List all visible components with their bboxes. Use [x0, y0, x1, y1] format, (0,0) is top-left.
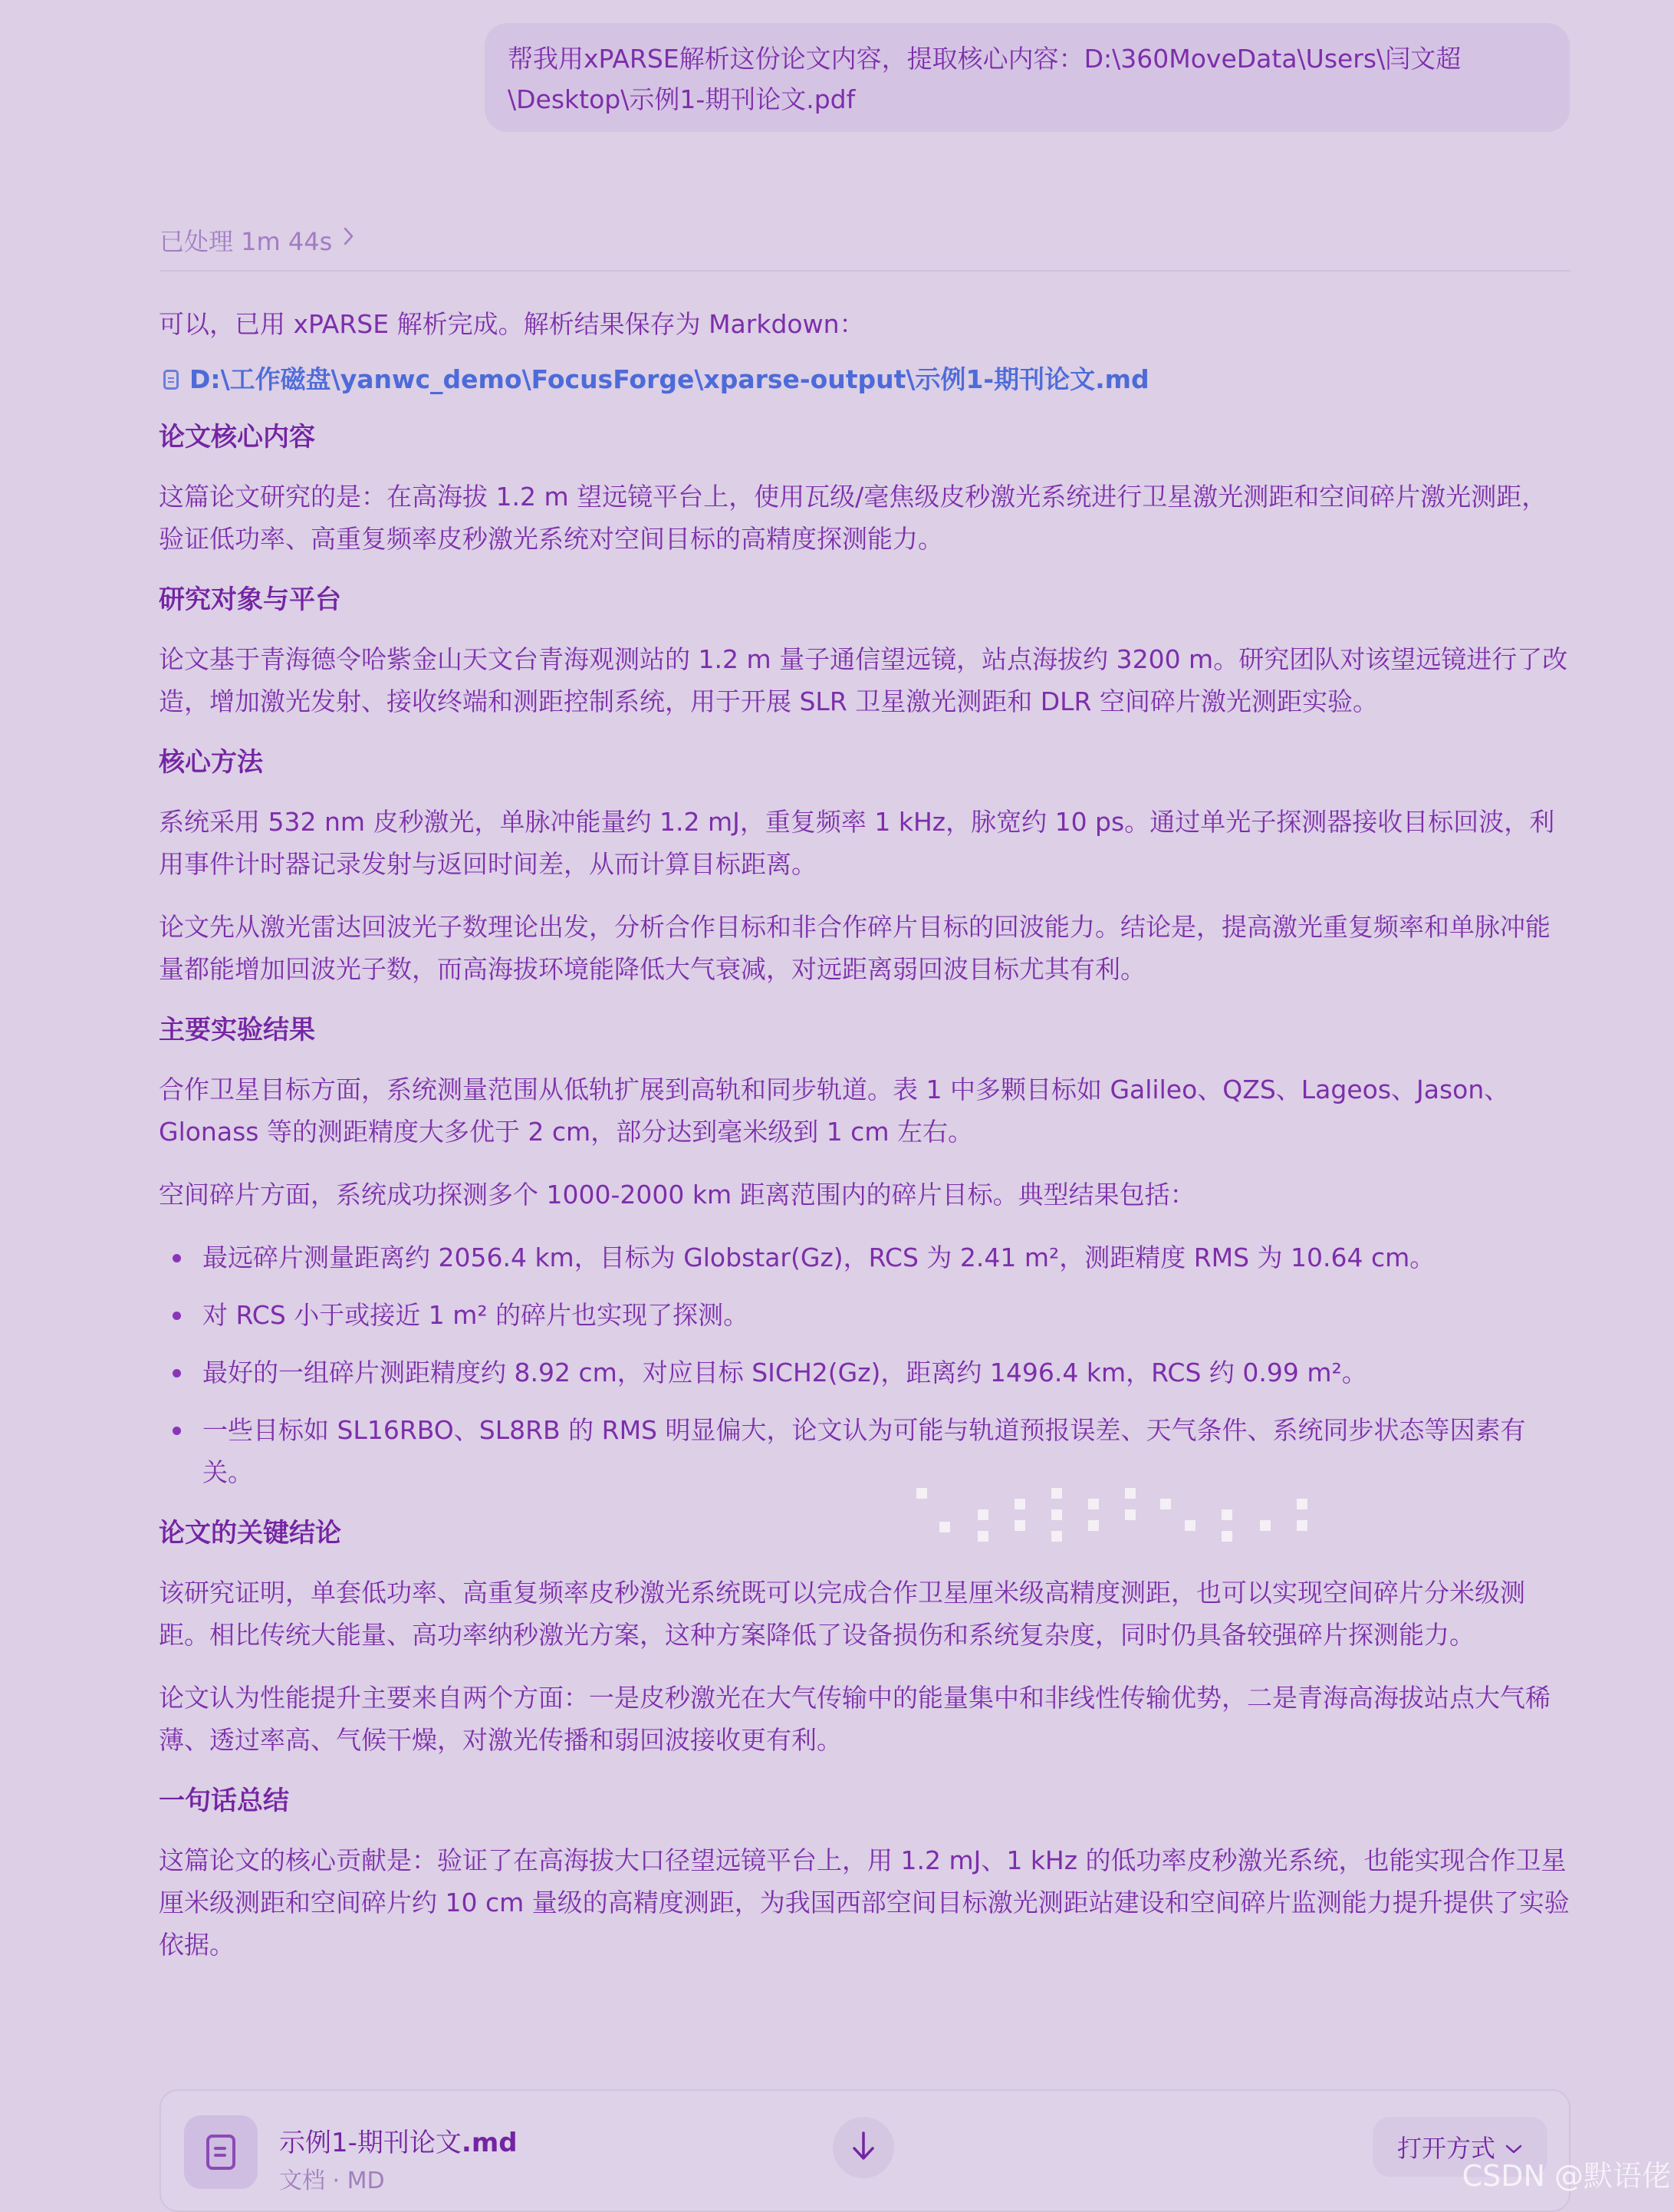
- results-bullet-list: [159, 1236, 1571, 1493]
- section-heading: 一句话总结: [159, 1786, 289, 1816]
- section-paragraph: 论文认为性能提升主要来自两个方面：一是皮秒激光在大气传输中的能量集中和非线性传输优势，二是青海高海拔站点大气稀薄、透过率高、气候干燥，对激光传播和弱回波接收更有利。: [159, 1683, 1551, 1755]
- section-paragraph: 论文基于青海德令哈紫金山天文台青海观测站的 1.2 m 量子通信望远镜，站点海拔约 3200 m。研究团队对该望远镜进行了改造，增加激光发射、接收终端和测距控制系统，用于开展 SLR 卫星激光测距和 DLR 空间碎片激光测距实验。: [159, 644, 1568, 716]
- file-card-name: [279, 2121, 518, 2159]
- loading-dots-artifact: [916, 1488, 1315, 1549]
- section-heading: 论文的关键结论: [159, 1518, 341, 1549]
- download-arrow-icon: [850, 2130, 877, 2165]
- section-heading: 主要实验结果: [159, 1015, 315, 1045]
- file-card-meta: 文档 · MD: [279, 2168, 385, 2194]
- section-paragraph: 这篇论文研究的是：在高海拔 1.2 m 望远镜平台上，使用瓦级/毫焦级皮秒激光系统进行卫星激光测距和空间碎片激光测距，验证低功率、高重复频率皮秒激光系统对空间目标的高精度探测能力。: [159, 482, 1547, 554]
- section-paragraph: 这篇论文的核心贡献是：验证了在高海拔大口径望远镜平台上，用 1.2 mJ、1 kHz 的低功率皮秒激光系统，也能实现合作卫星厘米级测距和空间碎片约 10 cm 量级的高精度测距，为我国西部空间目标激光测距站建设和空间碎片监测能力提升提供了实验依据。: [159, 1845, 1570, 1960]
- list-item: 一些目标如 SL16RBO、SL8RB 的 RMS 明显偏大，论文认为可能与轨道预报误差、天气条件、系统同步状态等因素有关。: [159, 1409, 1571, 1493]
- list-item: 最好的一组碎片测距精度约 8.92 cm，对应目标 SICH2(Gz)，距离约 1496.4 km，RCS 约 0.99 m²。: [159, 1351, 1571, 1394]
- section-paragraph: 该研究证明，单套低功率、高重复频率皮秒激光系统既可以完成合作卫星厘米级高精度测距，也可以实现空间碎片分米级测距。相比传统大能量、高功率纳秒激光方案，这种方案降低了设备损伤和系统复杂度，同时仍具备较强碎片探测能力。: [159, 1578, 1525, 1650]
- user-message-bubble: [485, 23, 1570, 132]
- divider: [160, 270, 1570, 272]
- file-name-ext: .md: [461, 2128, 518, 2158]
- user-message-line: \Desktop\示例1-期刊论文.pdf: [508, 84, 856, 114]
- list-item: 对 RCS 小于或接近 1 m² 的碎片也实现了探测。: [159, 1294, 1571, 1336]
- reply-intro: 可以，已用 xPARSE 解析完成。解析结果保存为 Markdown：: [159, 309, 865, 339]
- section-paragraph: 系统采用 532 nm 皮秒激光，单脉冲能量约 1.2 mJ，重复频率 1 kHz，脉宽约 10 ps。通过单光子探测器接收目标回波，利用事件计时器记录发射与返回时间差，从而计算目标距离。: [159, 807, 1555, 879]
- section-heading: 研究对象与平台: [159, 584, 341, 615]
- assistant-reply: [159, 303, 1571, 1987]
- document-icon: [163, 370, 179, 390]
- chevron-right-icon: [343, 225, 355, 252]
- file-name-prefix: 示例1-期刊论文: [279, 2128, 462, 2158]
- output-file-path: D:\工作磁盘\yanwc_demo\FocusForge\xparse-output\示例1-期刊论文.md: [189, 364, 1149, 394]
- processed-toggle[interactable]: [160, 222, 355, 258]
- open-with-label: 打开方式: [1396, 2134, 1495, 2163]
- section-paragraph: 合作卫星目标方面，系统测量范围从低轨扩展到高轨和同步轨道。表 1 中多颗目标如 Galileo、QZS、Lageos、Jason、Glonass 等的测距精度大多优于 2 cm，部分达到毫米级到 1 cm 左右。: [159, 1075, 1510, 1147]
- file-card[interactable]: [160, 2089, 1570, 2212]
- document-icon: [184, 2115, 258, 2189]
- watermark: CSDN @默语佬: [1462, 2159, 1671, 2193]
- processed-label: 已处理 1m 44s: [160, 227, 333, 256]
- output-file-link[interactable]: [163, 360, 1571, 399]
- section-heading: 论文核心内容: [159, 422, 315, 453]
- download-button[interactable]: [833, 2117, 894, 2178]
- user-message-line: 帮我用xPARSE解析这份论文内容，提取核心内容：D:\360MoveData\Users\闫文超: [508, 44, 1462, 74]
- section-paragraph: 论文先从激光雷达回波光子数理论出发，分析合作目标和非合作碎片目标的回波能力。结论是，提高激光重复频率和单脉冲能量都能增加回波光子数，而高海拔环境能降低大气衰减，对远距离弱回波目标尤其有利。: [159, 912, 1551, 984]
- section-heading: 核心方法: [159, 747, 263, 778]
- list-item: 最远碎片测量距离约 2056.4 km，目标为 Globstar(Gz)，RCS 为 2.41 m²，测距精度 RMS 为 10.64 cm。: [159, 1236, 1571, 1279]
- section-paragraph: 空间碎片方面，系统成功探测多个 1000-2000 km 距离范围内的碎片目标。典型结果包括：: [159, 1180, 1195, 1210]
